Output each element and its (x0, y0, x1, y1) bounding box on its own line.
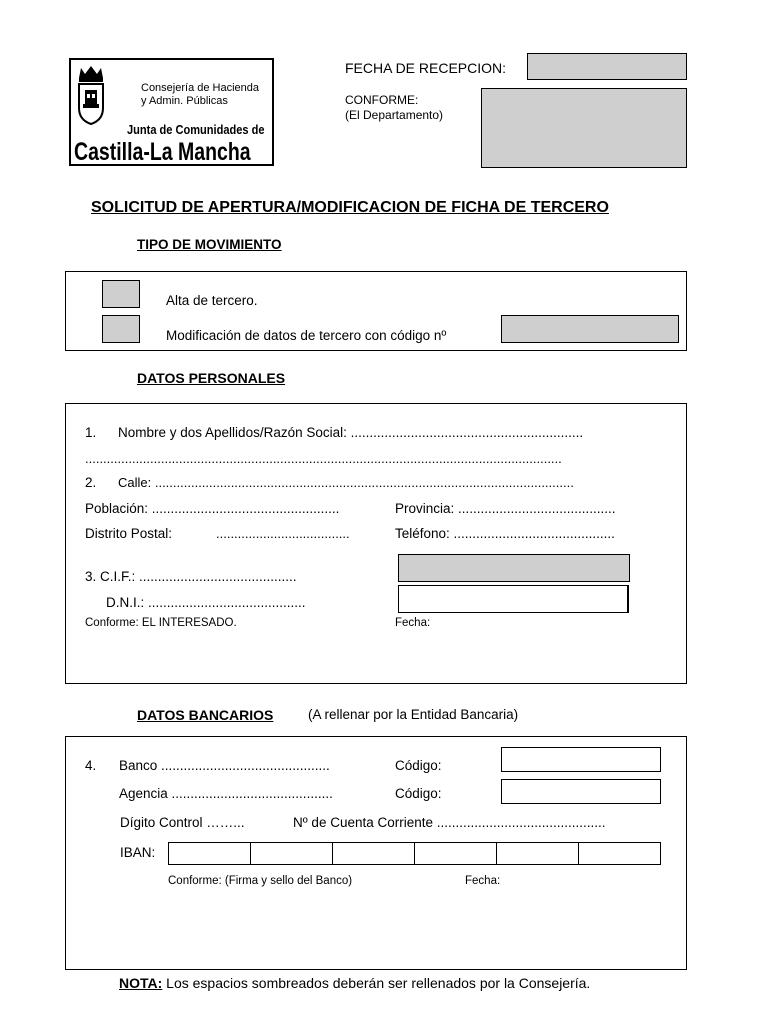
nota-label: NOTA: (119, 975, 163, 991)
distrito-field[interactable]: ..................................... (216, 526, 350, 541)
nombre-number: 1. (85, 425, 97, 440)
conforme-banco-label: Conforme: (Firma y sello del Banco) (168, 875, 353, 887)
banco-field[interactable]: Banco ............................................. (119, 758, 330, 773)
dni-box[interactable] (398, 585, 629, 613)
nombre-field-cont[interactable]: .................................................................................................................................... (85, 451, 562, 466)
conforme-label: CONFORME: (345, 93, 419, 107)
calle-field[interactable]: Calle: .................................................................................................................... (118, 475, 574, 490)
nombre-field[interactable]: Nombre y dos Apellidos/Razón Social: .............................................................. (118, 425, 584, 440)
cif-box[interactable] (398, 554, 630, 582)
provincia-field[interactable]: Provincia: .......................................... (395, 501, 616, 516)
codigo-agencia-box[interactable] (501, 779, 661, 804)
nota-line (119, 975, 590, 991)
crest-icon (76, 64, 106, 126)
logo-line4: Castilla-La Mancha (74, 138, 251, 166)
agencia-field[interactable]: Agencia ........................................... (119, 786, 333, 801)
codigo-tercero-field[interactable] (501, 315, 679, 343)
fecha-recepcion-field[interactable] (527, 53, 687, 80)
logo-line3: Junta de Comunidades de (127, 122, 265, 137)
logo-line2: y Admin. Públicas (141, 95, 228, 107)
datos-personales-heading: DATOS PERSONALES (137, 370, 286, 386)
datos-bancarios-note: (A rellenar por la Entidad Bancaria) (308, 707, 519, 722)
modificacion-label: Modificación de datos de tercero con código nº (166, 328, 447, 343)
bancarios-fecha-label: Fecha: (465, 875, 501, 887)
logo-box (69, 58, 274, 166)
alta-label: Alta de tercero. (166, 293, 258, 308)
page-title: SOLICITUD DE APERTURA/MODIFICACION DE FICHA DE TERCERO (91, 199, 609, 216)
nota-text: Los espacios sombreados deberán ser rellenados por la Consejería. (162, 975, 591, 991)
poblacion-field[interactable]: Población: .................................................. (85, 501, 340, 516)
conforme-departamento-field[interactable] (481, 88, 687, 168)
iban-cell-divider (414, 843, 415, 864)
iban-cell-divider (496, 843, 497, 864)
distrito-label: Distrito Postal: (85, 526, 173, 541)
iban-label: IBAN: (120, 845, 156, 860)
calle-number: 2. (85, 475, 97, 490)
iban-cell-divider (332, 843, 333, 864)
conforme-interesado-label: Conforme: EL INTERESADO. (85, 617, 237, 629)
personales-fecha-label: Fecha: (395, 617, 431, 629)
tipo-movimiento-heading: TIPO DE MOVIMIENTO (137, 237, 282, 252)
iban-field[interactable] (168, 842, 661, 865)
codigo-banco-box[interactable] (501, 747, 661, 772)
cif-field[interactable]: 3. C.I.F.: .......................................... (85, 569, 297, 584)
alta-checkbox[interactable] (102, 280, 140, 308)
dni-field[interactable]: D.N.I.: .......................................... (106, 595, 306, 610)
logo-line1: Consejería de Hacienda (141, 82, 260, 94)
codigo-agencia-label: Código: (395, 786, 442, 801)
codigo-banco-label: Código: (395, 758, 442, 773)
datos-personales-box (65, 403, 687, 684)
banco-number: 4. (85, 758, 97, 773)
iban-cell-divider (578, 843, 579, 864)
iban-cell-divider (250, 843, 251, 864)
datos-bancarios-heading: DATOS BANCARIOS (137, 707, 274, 723)
cuenta-corriente-field[interactable]: Nº de Cuenta Corriente ............................................. (293, 815, 606, 830)
digito-control-field[interactable]: Dígito Control ……... (120, 815, 245, 830)
telefono-field[interactable]: Teléfono: ........................................... (395, 526, 615, 541)
departamento-label: (El Departamento) (345, 108, 444, 122)
fecha-recepcion-label: FECHA DE RECEPCION: (345, 60, 507, 76)
modificacion-checkbox[interactable] (102, 315, 140, 343)
